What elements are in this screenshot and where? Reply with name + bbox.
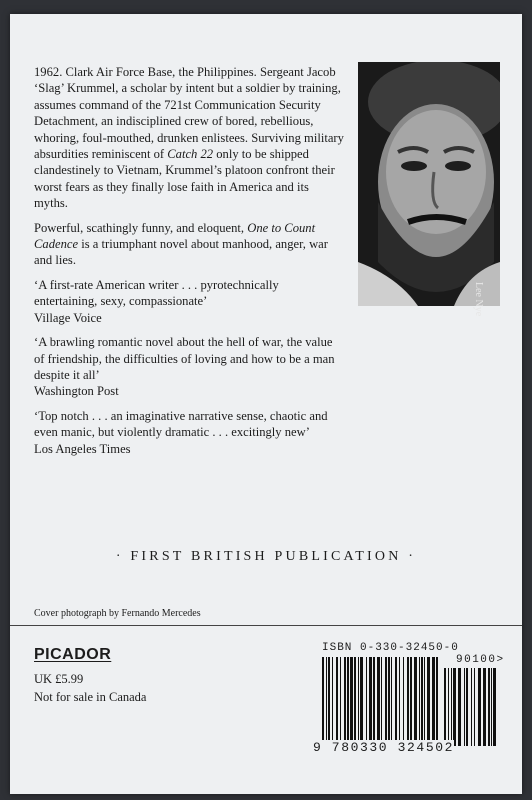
barcode-bar [419,657,420,747]
barcode-bar [326,657,327,747]
not-for-sale-notice: Not for sale in Canada [34,690,147,704]
barcode-bar [471,668,472,746]
barcode-bar [369,657,372,747]
barcode-bar [344,657,346,747]
review-source-1: Village Voice [34,310,102,325]
barcode-bar [407,657,409,747]
barcode-bar [491,668,492,746]
price-code: 90100> [456,654,505,666]
barcode-bar [350,657,353,747]
blurb-paragraph-1: 1962. Clark Air Force Base, the Philippines. Sergeant Jacob ‘Slag’ Krummel, a scholar by intent but a soldier by training, assumes command of the 721st Communication Security Detachment, an indisciplined crew of bored, rebellious, whoring, foul-mouthed, drunken enlistees. Surviving military absurdities reminiscent of Catch 22 only to be shipped clandestinely to Vietnam, Krummel’s platoon confront their worst fears as they finally lose faith in America and its myths. [34,65,344,211]
barcode-bar [421,657,423,747]
barcode-bar [377,657,380,747]
author-portrait-illustration [358,62,500,306]
barcode-bar [381,657,382,747]
barcode-bar [493,668,496,746]
barcode-bar [432,657,435,747]
author-photo [358,62,500,306]
barcode-bar [347,657,349,747]
barcode-bar [322,657,324,747]
barcode-digits: 9 780330 324502 [313,740,455,755]
isbn: ISBN 0-330-32450-0 [322,642,459,654]
barcode-bar [391,657,392,747]
price: UK £5.99 [34,672,84,686]
book-back-cover [10,14,522,794]
review-source-2: Washington Post [34,384,119,399]
barcode-bar [332,657,333,747]
publisher-logo: PICADOR [34,646,112,663]
barcode-bar [373,657,375,747]
barcode-bar [474,668,475,746]
barcode-bar [458,668,461,746]
barcode-bar [385,657,387,747]
barcode-bar [483,668,486,746]
barcode-bar [451,668,452,746]
barcode-bar [424,657,425,747]
barcode-bar [328,657,330,747]
blurb [34,64,344,465]
barcode-bar [360,657,363,747]
barcode-bar [453,668,456,746]
barcode-bar [395,657,397,747]
catch-22-title: Catch 22 [167,147,214,162]
ean-barcode [322,657,440,747]
barcode-bar [358,657,359,747]
divider [10,625,522,626]
barcode-bar [488,668,490,746]
blurb-paragraph-2: Powerful, scathingly funny, and eloquent, One to Count Cadence is a triumphant novel about manhood, anger, war and lies. [34,220,328,268]
first-british-publication: · FIRST BRITISH PUBLICATION · [115,549,417,564]
barcode-bar [466,668,468,746]
book-title: One to Count Cadence [34,220,316,252]
barcode-bar [410,657,412,747]
cover-photograph-credit: Cover photograph by Fernando Mercedes [34,608,201,619]
barcode-bar [399,657,400,747]
review-quote-3: ‘Top notch . . . an imaginative narrative sense, chaotic and even manic, but violently dramatic . . . excitingly new’ [34,408,328,440]
price-barcode [444,668,498,746]
barcode-bar [464,668,465,746]
barcode-bar [336,657,338,747]
photo-credit: Lee Nye [473,282,484,317]
barcode-bar [444,668,446,746]
barcode-bar [427,657,430,747]
barcode-bar [478,668,481,746]
review-quote-1: ‘A first-rate American writer . . . pyrotechnically entertaining, sexy, compassionate’ [34,277,279,309]
review-source-3: Los Angeles Times [34,441,131,456]
barcode-bar [354,657,356,747]
barcode-bar [388,657,390,747]
barcode-bar [366,657,367,747]
barcode-bar [414,657,417,747]
barcode-bar [448,668,449,746]
review-quote-2: ‘A brawling romantic novel about the hell of war, the value of friendship, the difficulties of loving and how to be a man despite it all’ [34,335,335,382]
barcode-bar [436,657,438,747]
barcode-bar [403,657,404,747]
barcode-bar [340,657,341,747]
